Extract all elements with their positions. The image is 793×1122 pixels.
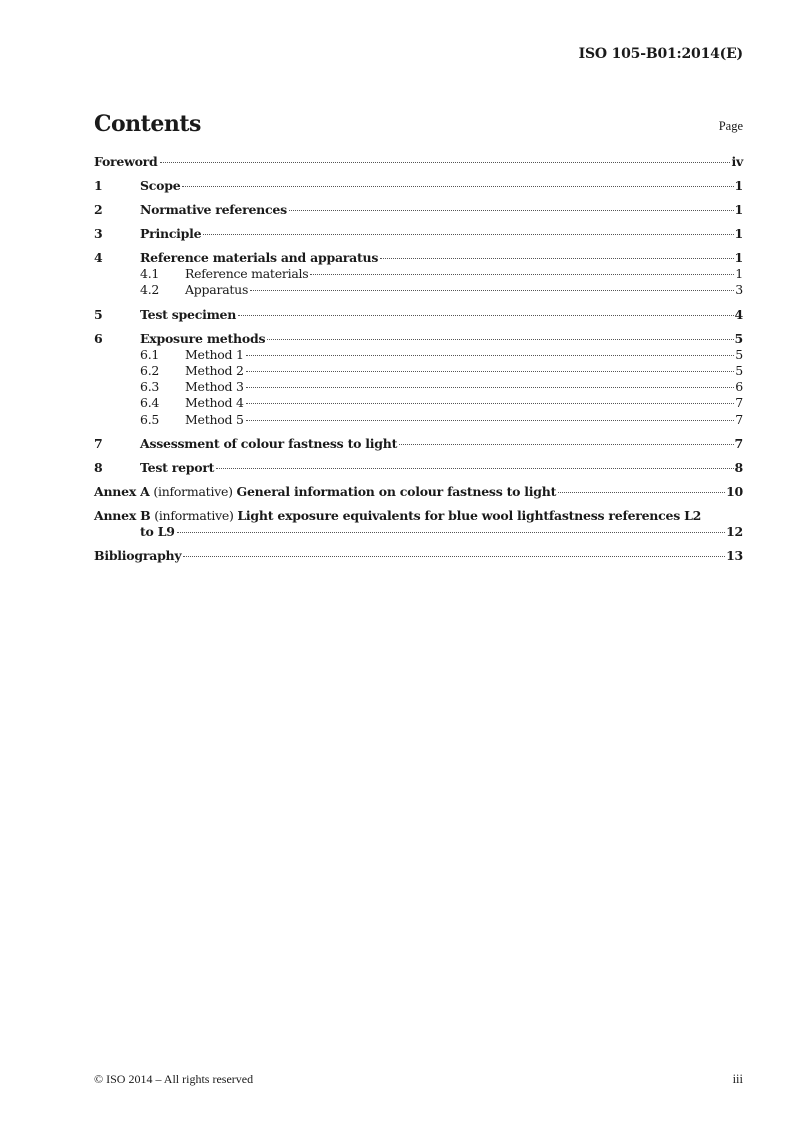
toc-page: 7 — [734, 436, 743, 452]
toc-page: 12 — [726, 524, 743, 540]
toc-number: 8 — [94, 460, 103, 476]
table-of-contents — [94, 154, 743, 564]
dot-leader — [558, 492, 725, 493]
toc-page: 10 — [726, 484, 743, 500]
toc-entry-clause-3[interactable] — [94, 226, 743, 242]
toc-page: 7 — [735, 395, 743, 411]
toc-entry-subclause-4-2[interactable] — [94, 282, 743, 298]
annex-title: General information on colour fastness to light — [236, 484, 557, 500]
dot-leader — [246, 355, 735, 356]
toc-number: 4.1 — [140, 266, 160, 281]
contents-title-row — [94, 111, 743, 141]
dot-leader — [183, 556, 725, 557]
toc-entry-annex-b[interactable] — [94, 508, 743, 540]
annex-prefix: Annex B — [94, 508, 151, 524]
annex-type: (informative) — [154, 508, 234, 524]
toc-label: Normative references — [140, 202, 287, 217]
toc-label: Bibliography — [94, 548, 182, 564]
dot-leader — [246, 371, 735, 372]
page-title: Contents — [94, 111, 201, 137]
toc-entry-clause-1[interactable] — [94, 178, 743, 194]
dot-leader — [380, 258, 733, 259]
dot-leader — [289, 210, 734, 211]
toc-page: 1 — [734, 250, 743, 265]
dot-leader — [216, 468, 733, 469]
toc-label: Foreword — [94, 154, 158, 169]
document-id: ISO 105-B01:2014(E) — [578, 46, 743, 62]
toc-entry-clause-2[interactable] — [94, 202, 743, 218]
toc-label: Method 4 — [185, 395, 244, 411]
page-column-label: Page — [718, 119, 743, 133]
toc-page: 8 — [734, 460, 743, 476]
toc-label: Method 2 — [185, 362, 244, 378]
toc-page: iv — [731, 154, 743, 169]
toc-number: 4 — [94, 250, 103, 265]
toc-entry-bibliography[interactable] — [94, 548, 743, 564]
toc-label: Exposure methods — [140, 330, 266, 346]
toc-label: Test report — [140, 460, 215, 476]
toc-number: 4.2 — [140, 282, 160, 298]
annex-title-line-2: to L9 — [140, 524, 175, 540]
dot-leader — [399, 444, 733, 445]
dot-leader — [177, 532, 725, 533]
toc-page: 4 — [734, 306, 743, 322]
annex-type: (informative) — [153, 484, 233, 500]
toc-page: 1 — [734, 226, 743, 241]
toc-number: 6 — [94, 330, 103, 346]
toc-page: 3 — [735, 282, 743, 298]
toc-entry-subclause-6-5[interactable] — [94, 412, 743, 428]
toc-page: 1 — [734, 178, 743, 193]
toc-entry-annex-a[interactable] — [94, 484, 743, 500]
dot-leader — [246, 403, 735, 404]
toc-label: Method 1 — [185, 346, 244, 362]
toc-label — [94, 484, 556, 500]
toc-label: Assessment of colour fastness to light — [140, 436, 398, 452]
toc-page: 5 — [735, 362, 743, 378]
toc-label: Reference materials — [185, 266, 309, 281]
copyright-notice: © ISO 2014 – All rights reserved — [94, 1072, 254, 1086]
page-number: iii — [732, 1072, 743, 1086]
annex-title-line-1: Light exposure equivalents for blue wool lightfastness references L2 — [237, 508, 702, 524]
toc-number: 6.4 — [140, 395, 160, 411]
toc-page: 13 — [726, 548, 743, 564]
toc-entry-subclause-6-3[interactable] — [94, 379, 743, 395]
toc-page: 7 — [735, 411, 743, 427]
toc-number: 3 — [94, 226, 103, 241]
toc-entry-subclause-6-2[interactable] — [94, 363, 743, 379]
toc-number: 6.3 — [140, 379, 160, 395]
toc-page: 1 — [734, 202, 743, 217]
dot-leader — [250, 290, 734, 291]
dot-leader — [310, 274, 734, 275]
toc-page: 5 — [735, 346, 743, 362]
toc-entry-subclause-6-1[interactable] — [94, 347, 743, 363]
toc-label: Method 3 — [185, 379, 244, 395]
toc-entry-subclause-4-1[interactable] — [94, 266, 743, 282]
annex-prefix: Annex A — [94, 484, 150, 500]
toc-number: 6.2 — [140, 362, 160, 378]
toc-label: Method 5 — [185, 411, 244, 427]
toc-label: Scope — [140, 178, 181, 193]
toc-label: Principle — [140, 226, 202, 241]
dot-leader — [246, 387, 735, 388]
toc-entry-clause-4[interactable] — [94, 250, 743, 266]
toc-entry-clause-6[interactable] — [94, 331, 743, 347]
toc-entry-foreword[interactable] — [94, 154, 743, 170]
toc-page: 1 — [735, 266, 743, 281]
toc-entry-clause-7[interactable] — [94, 436, 743, 452]
toc-number: 6.1 — [140, 346, 160, 362]
toc-label: Apparatus — [185, 282, 249, 298]
dot-leader — [238, 315, 733, 316]
dot-leader — [160, 162, 731, 163]
toc-number: 6.5 — [140, 411, 160, 427]
dot-leader — [182, 186, 733, 187]
annex-b-line-2 — [94, 524, 743, 540]
dot-leader — [267, 339, 733, 340]
toc-number: 1 — [94, 178, 103, 193]
toc-page: 6 — [735, 379, 743, 395]
toc-page: 5 — [734, 330, 743, 346]
toc-label: Reference materials and apparatus — [140, 250, 379, 265]
toc-number: 5 — [94, 306, 103, 322]
annex-b-line-1 — [94, 508, 743, 524]
toc-number: 2 — [94, 202, 103, 217]
toc-label: Test specimen — [140, 306, 237, 322]
dot-leader — [246, 420, 735, 421]
toc-entry-clause-5[interactable] — [94, 307, 743, 323]
toc-entry-clause-8[interactable] — [94, 460, 743, 476]
toc-entry-subclause-6-4[interactable] — [94, 395, 743, 411]
dot-leader — [203, 234, 733, 235]
toc-number: 7 — [94, 436, 103, 452]
